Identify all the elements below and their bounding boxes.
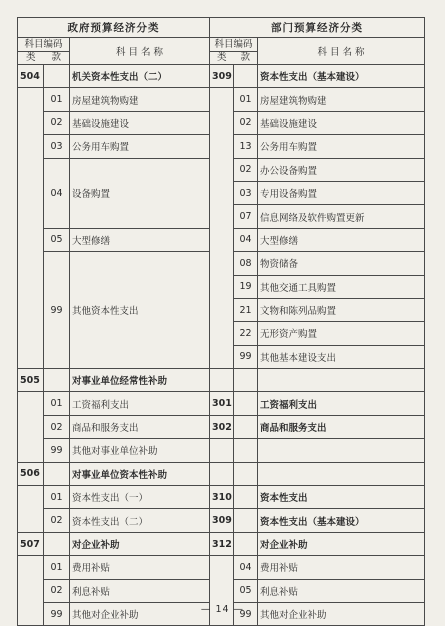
- dept-item-code: 08: [234, 252, 258, 275]
- gov-item-name: 设备购置: [70, 158, 210, 228]
- table-row: [18, 415, 425, 438]
- gov-item-code: [44, 532, 70, 555]
- table-row: [18, 88, 425, 111]
- dept-item-code: [234, 509, 258, 532]
- dept-item-name: 公务用车购置: [258, 135, 425, 158]
- dept-class-code: 301: [210, 392, 234, 415]
- gov-item-code: 99: [44, 602, 70, 625]
- gov-item-code: [44, 65, 70, 88]
- gov-item-name: 对事业单位经常性补助: [70, 369, 210, 392]
- dept-item-name: [258, 462, 425, 485]
- table-row: [18, 392, 425, 415]
- dept-item-code: 04: [234, 556, 258, 579]
- dept-item-name: 信息网络及软件购置更新: [258, 205, 425, 228]
- dept-item-name: 资本性支出（基本建设）: [258, 509, 425, 532]
- dept-class-code: 309: [210, 65, 234, 88]
- table-row: [18, 369, 425, 392]
- dept-item-code: 04: [234, 228, 258, 251]
- dept-item-code: 05: [234, 579, 258, 602]
- gov-class-code: [18, 556, 44, 626]
- gov-item-name: 工资福利支出: [70, 392, 210, 415]
- dept-item-name: 商品和服务支出: [258, 415, 425, 438]
- gov-name-header: 科 目 名 称: [70, 38, 210, 65]
- dept-class-code: 310: [210, 486, 234, 509]
- dept-item-name: 专用设备购置: [258, 181, 425, 204]
- dept-item-code: 99: [234, 602, 258, 625]
- gov-item-code: 04: [44, 158, 70, 228]
- gov-item-code: 99: [44, 439, 70, 462]
- dept-classification-title: 部门预算经济分类: [210, 18, 425, 38]
- dept-class-code: [210, 462, 234, 485]
- dept-item-name: 基础设施建设: [258, 111, 425, 134]
- dept-item-name: [258, 439, 425, 462]
- dept-item-code: 02: [234, 158, 258, 181]
- dept-item-name: 房屋建筑物购建: [258, 88, 425, 111]
- dept-item-code: 21: [234, 298, 258, 321]
- dept-item-name: 其他对企业补助: [258, 602, 425, 625]
- dept-item-code: 99: [234, 345, 258, 368]
- gov-item-name: 基础设施建设: [70, 111, 210, 134]
- table-row: [18, 486, 425, 509]
- gov-class-code: 504: [18, 65, 44, 88]
- gov-item-code: 01: [44, 556, 70, 579]
- dept-item-name: 对企业补助: [258, 532, 425, 555]
- gov-class-code: [18, 88, 44, 369]
- gov-item-name: 利息补贴: [70, 579, 210, 602]
- dept-item-code: [234, 369, 258, 392]
- dept-item-name: 其他交通工具购置: [258, 275, 425, 298]
- table-row: [18, 462, 425, 485]
- dept-item-name: [258, 369, 425, 392]
- gov-item-name: 机关资本性支出（二）: [70, 65, 210, 88]
- gov-item-code: 02: [44, 509, 70, 532]
- dept-item-code: 07: [234, 205, 258, 228]
- dept-item-code: 19: [234, 275, 258, 298]
- dept-item-name: 资本性支出（基本建设）: [258, 65, 425, 88]
- gov-classification-title: 政府预算经济分类: [18, 18, 210, 38]
- table-row: [18, 65, 425, 88]
- dept-item-name: 办公设备购置: [258, 158, 425, 181]
- dept-item-name: 物资储备: [258, 252, 425, 275]
- gov-item-name: 对事业单位资本性补助: [70, 462, 210, 485]
- dept-item-code: [234, 415, 258, 438]
- dept-class-label: 类: [217, 51, 227, 63]
- gov-item-name: 公务用车购置: [70, 135, 210, 158]
- table-row: [18, 556, 425, 579]
- gov-item-name: 费用补贴: [70, 556, 210, 579]
- dept-code-label: 科目编码: [214, 38, 253, 50]
- gov-item-code: 03: [44, 135, 70, 158]
- gov-item-code: 01: [44, 392, 70, 415]
- gov-item-code: 05: [44, 228, 70, 251]
- dept-item-name: 利息补贴: [258, 579, 425, 602]
- dept-item-code: [234, 65, 258, 88]
- dept-item-code: 02: [234, 111, 258, 134]
- dept-item-code: 13: [234, 135, 258, 158]
- dept-item-code: [234, 439, 258, 462]
- dept-item-name: 工资福利支出: [258, 392, 425, 415]
- gov-class-code: [18, 486, 44, 533]
- dept-item-name: 无形资产购置: [258, 322, 425, 345]
- dept-item-name: 资本性支出: [258, 486, 425, 509]
- gov-class-code: 507: [18, 532, 44, 555]
- dept-item-code: 03: [234, 181, 258, 204]
- gov-item-name: 房屋建筑物购建: [70, 88, 210, 111]
- gov-item-name: 对企业补助: [70, 532, 210, 555]
- dept-class-code: [210, 556, 234, 626]
- dept-item-code: [234, 392, 258, 415]
- dept-item-name: 其他基本建设支出: [258, 345, 425, 368]
- dept-code-header: [210, 38, 258, 65]
- table-row: [18, 439, 425, 462]
- gov-item-name: 大型修缮: [70, 228, 210, 251]
- dept-item-code: 22: [234, 322, 258, 345]
- gov-item-code: 01: [44, 88, 70, 111]
- dept-item-label: 款: [240, 51, 251, 63]
- gov-code-header: [18, 38, 70, 65]
- table-row: [18, 532, 425, 555]
- dept-item-name: 费用补贴: [258, 556, 425, 579]
- gov-item-name: 其他资本性支出: [70, 252, 210, 369]
- gov-item-name: 资本性支出（二）: [70, 509, 210, 532]
- table-title-row: [18, 18, 425, 38]
- dept-item-code: 01: [234, 88, 258, 111]
- page-number: — 14 —: [200, 604, 245, 615]
- gov-item-name: 其他对企业补助: [70, 602, 210, 625]
- gov-item-name: 其他对事业单位补助: [70, 439, 210, 462]
- classification-table: [17, 17, 425, 626]
- gov-class-code: 506: [18, 462, 44, 485]
- gov-class-code: 505: [18, 369, 44, 392]
- gov-item-code: 99: [44, 252, 70, 369]
- gov-code-label: 科目编码: [24, 38, 63, 50]
- gov-item-name: 商品和服务支出: [70, 415, 210, 438]
- dept-name-header: 科 目 名 称: [258, 38, 425, 65]
- dept-class-code: [210, 439, 234, 462]
- dept-class-code: [210, 369, 234, 392]
- gov-item-code: [44, 369, 70, 392]
- gov-class-code: [18, 392, 44, 462]
- gov-item-code: 02: [44, 111, 70, 134]
- dept-item-code: [234, 462, 258, 485]
- dept-item-name: 大型修缮: [258, 228, 425, 251]
- gov-item-name: 资本性支出（一）: [70, 486, 210, 509]
- gov-class-label: 类: [25, 51, 36, 63]
- gov-item-code: 02: [44, 579, 70, 602]
- dept-class-code: 312: [210, 532, 234, 555]
- dept-class-code: 302: [210, 415, 234, 438]
- table-header-row: [18, 38, 425, 65]
- dept-item-name: 文物和陈列品购置: [258, 298, 425, 321]
- gov-item-code: 01: [44, 486, 70, 509]
- dept-class-code: 309: [210, 509, 234, 532]
- gov-item-code: 02: [44, 415, 70, 438]
- dept-class-code: [210, 88, 234, 369]
- dept-item-code: [234, 486, 258, 509]
- gov-item-code: [44, 462, 70, 485]
- table-row: [18, 509, 425, 532]
- dept-item-code: [234, 532, 258, 555]
- gov-item-label: 款: [51, 51, 61, 63]
